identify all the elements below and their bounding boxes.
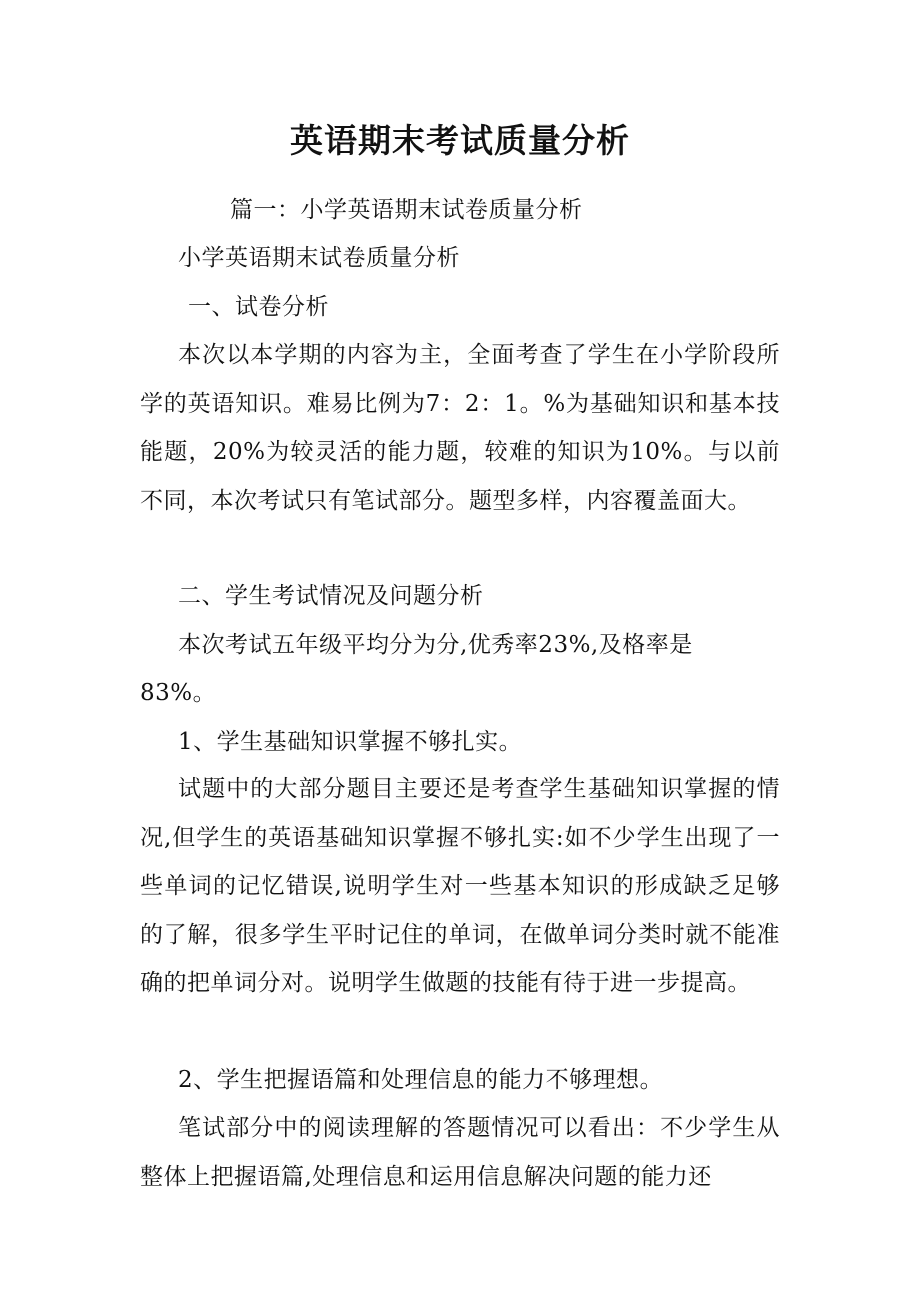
section-heading-2: 二、学生考试情况及问题分析 xyxy=(178,583,484,609)
paragraph-test-analysis: 本次以本学期的内容为主，全面考查了学生在小学阶段所学的英语知识。难易比例为7：2：1。%为基础知识和基本技能题，20%为较灵活的能力题，较难的知识为10%。与以前不同，本次考试只有笔试部分。题型多样，内容覆盖面大。 xyxy=(140,342,780,514)
point-heading-1: 1、学生基础知识掌握不够扎实。 xyxy=(178,729,523,755)
paragraph-reading-ability: 笔试部分中的阅读理解的答题情况可以看出：不少学生从整体上把握语篇,处理信息和运用信息解决问题的能力还 xyxy=(140,1115,780,1190)
document-title: 英语期末考试质量分析 xyxy=(290,121,630,160)
stats-line: 本次考试五年级平均分为分,优秀率23%,及格率是 xyxy=(178,632,693,658)
subtitle: 篇一：小学英语期末试卷质量分析 xyxy=(230,197,583,223)
paragraph-basic-knowledge: 试题中的大部分题目主要还是考查学生基础知识掌握的情况,但学生的英语基础知识掌握不够扎实:如不少学生出现了一些单词的记忆错误,说明学生对一些基本知识的形成缺乏足够的了解，很多学生平时记住的单词，在做单词分类时就不能准确的把单词分对。说明学生做题的技能有待于进一步提高。 xyxy=(140,776,780,996)
article-heading: 小学英语期末试卷质量分析 xyxy=(178,245,460,271)
point-heading-2: 2、学生把握语篇和处理信息的能力不够理想。 xyxy=(178,1067,664,1093)
section-heading-1: 一、试卷分析 xyxy=(188,294,329,320)
stats-line-continued: 83%。 xyxy=(140,680,217,706)
